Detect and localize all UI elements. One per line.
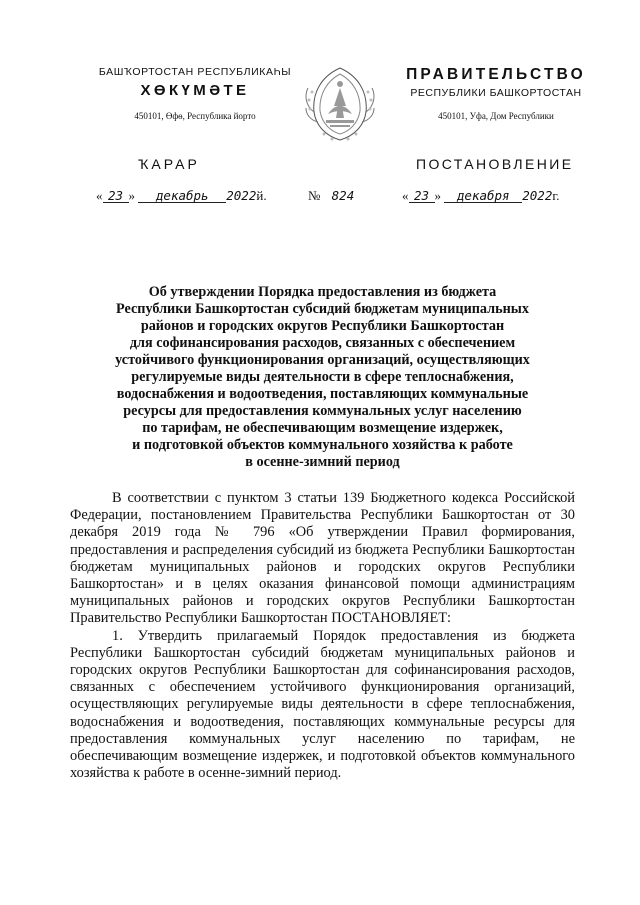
date-right-open-quote: «: [402, 188, 409, 203]
date-left-day: 23: [103, 189, 129, 203]
title-line: Республики Башкортостан субсидий бюджетам муниципальных: [116, 301, 529, 317]
decision-title-russian: ПОСТАНОВЛЕНИЕ: [416, 156, 574, 172]
title-line: Об утверждении Порядка предоставления из бюджета: [148, 284, 497, 300]
title-line: по тарифам, не обеспечивающим возмещение издержек,: [142, 420, 503, 436]
date-right-month: декабря: [444, 189, 522, 203]
title-line: регулируемые виды деятельности в сфере теплоснабжения,: [131, 369, 514, 385]
header-left-address: 450101, Өфө, Республика йорто: [134, 111, 256, 121]
date-right-day: 23: [409, 189, 435, 203]
title-line: и подготовкой объектов коммунального хозяйства к работе: [132, 437, 513, 453]
document-body: [70, 490, 575, 782]
header-right-government: ПРАВИТЕЛЬСТВО: [406, 66, 586, 83]
date-left-suffix: й.: [256, 188, 267, 203]
document-title: [70, 284, 575, 471]
header-right-republic: РЕСПУБЛИКИ БАШКОРТОСТАН: [410, 87, 582, 99]
header-right-block: [396, 66, 596, 121]
date-right-close-quote: »: [434, 188, 441, 203]
number-label: №: [308, 188, 321, 203]
date-right: [402, 188, 559, 204]
date-left: [96, 188, 267, 204]
date-left-open-quote: «: [96, 188, 103, 203]
header-right-address: 450101, Уфа, Дом Республики: [438, 111, 554, 121]
title-line: водоснабжения и водоотведения, поставляющих коммунальные: [116, 386, 529, 402]
title-line: районов и городских округов Республики Башкортостан: [140, 318, 505, 334]
number-value: 824: [331, 188, 355, 203]
header-left-government: ХӨКҮМӘТЕ: [140, 82, 250, 99]
header-left-republic: БАШҠОРТОСТАН РЕСПУБЛИКАҺЫ: [98, 66, 292, 78]
title-line: устойчивого функционирования организаций, осуществляющих: [115, 352, 530, 368]
body-paragraph-item-1: 1. Утвердить прилагаемый Порядок предоставления из бюджета Республики Башкортостан субсидий бюджетам муниципальных районов и городских округов Республики Башкортостан для софинансирования расходов, связанных с обеспечением устойчивого функционирования организаций, осуществляющих регулируемые виды деятельности в сфере теплоснабжения, водоснабжения и водоотведения, поставляющих коммунальные ресурсы для предоставления коммунальных услуг населению по тарифам, не обеспечивающим возмещение издержек, и подготовкой объектов коммунального хозяйства к работе в осенне-зимний период.: [70, 627, 575, 782]
decision-number: [308, 188, 354, 204]
date-left-month: декабрь: [138, 189, 226, 203]
title-line: ресурсы для предоставления коммунальных услуг населению: [123, 403, 522, 419]
coat-of-arms-icon: [300, 62, 380, 144]
date-left-year: 2022: [226, 188, 257, 203]
date-right-suffix: г.: [552, 188, 560, 203]
decision-title-bashkir: ҠАРАР: [138, 156, 200, 172]
date-right-year: 2022: [522, 188, 553, 203]
date-left-close-quote: »: [128, 188, 135, 203]
title-line: для софинансирования расходов, связанных с обеспечением: [129, 335, 516, 351]
body-paragraph-preamble: В соответствии с пунктом 3 статьи 139 Бюджетного кодекса Российской Федерации, постановлением Правительства Республики Башкортостан от 30 декабря 2019 года № 796 «Об утверждении Правил формирования, предоставления и распределения субсидий из бюджета Республики Башкортостан бюджетам муниципальных районов и городских округов Республики Башкортостан» и в целях оказания финансовой помощи администрациям муниципальных районов и городских округов Республики Башкортостан Правительство Республики Башкортостан ПОСТАНОВЛЯЕТ:: [70, 490, 575, 627]
title-line: в осенне-зимний период: [245, 454, 400, 470]
header-left-block: [90, 66, 300, 121]
